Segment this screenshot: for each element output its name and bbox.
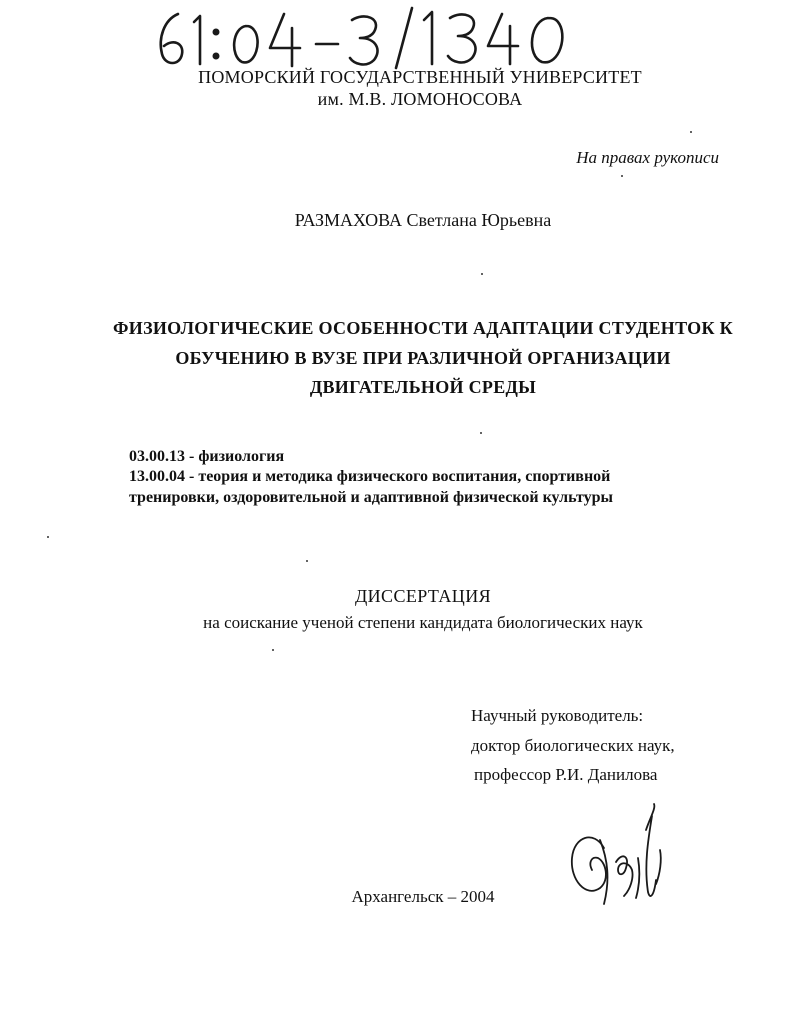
scan-speck xyxy=(481,273,483,275)
specialty-code-2: 13.00.04 - теория и методика физического воспитания, спортивной xyxy=(129,468,611,485)
specialty-code-1: 03.00.13 - физиология xyxy=(129,448,285,465)
university-name: ПОМОРСКИЙ ГОСУДАРСТВЕННЫЙ УНИВЕРСИТЕТ xyxy=(198,67,642,87)
document-type: ДИССЕРТАЦИЯ xyxy=(354,586,492,606)
scan-speck xyxy=(480,432,482,434)
scan-speck xyxy=(621,175,623,177)
scan-speck xyxy=(272,649,274,651)
rights-note: На правах рукописи xyxy=(576,148,719,167)
advisor-degree: доктор биологических наук, xyxy=(471,736,675,755)
thesis-title-line-3: ДВИГАТЕЛЬНОЙ СРЕДЫ xyxy=(309,377,537,397)
scan-speck xyxy=(690,131,692,133)
degree-description: на соискание ученой степени кандидата биологических наук xyxy=(203,613,643,632)
handwritten-archive-code xyxy=(150,4,580,72)
city-and-year: Архангельск – 2004 xyxy=(351,887,495,906)
thesis-title-line-1: ФИЗИОЛОГИЧЕСКИЕ ОСОБЕННОСТИ АДАПТАЦИИ СТУДЕНТОК К xyxy=(113,318,733,338)
author-name: РАЗМАХОВА Светлана Юрьевна xyxy=(294,210,552,230)
advisor-label: Научный руководитель: xyxy=(471,706,644,725)
advisor-name: профессор Р.И. Данилова xyxy=(474,765,658,784)
scan-speck xyxy=(306,560,308,562)
thesis-title-line-2: ОБУЧЕНИЮ В ВУЗЕ ПРИ РАЗЛИЧНОЙ ОРГАНИЗАЦИИ xyxy=(175,348,671,368)
specialty-code-2-continued: тренировки, оздоровительной и адаптивной физической культуры xyxy=(129,489,614,506)
scan-speck xyxy=(47,536,49,538)
university-subtitle: им. М.В. ЛОМОНОСОВА xyxy=(317,89,523,109)
